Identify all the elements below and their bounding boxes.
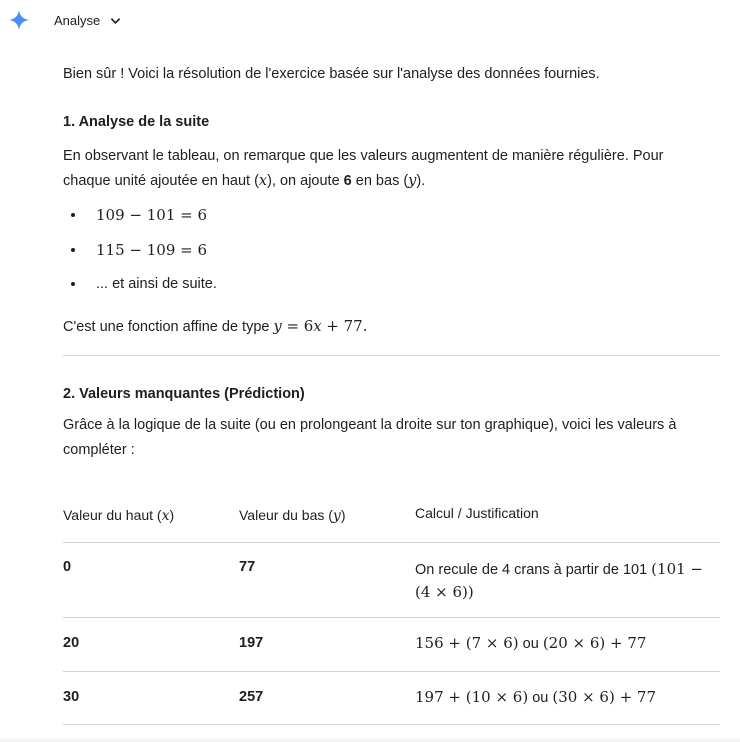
analysis-toggle[interactable] [54,13,121,28]
list-item: ... et ainsi de suite. [71,273,217,295]
table-divider [63,542,720,543]
section-1-title: 1. Analyse de la suite [63,114,210,130]
table-header-calc: Calcul / Justification [415,505,539,521]
scroll-edge [0,736,740,742]
function-conclusion: C'est une fonction affine de type y = 6x + 77. [63,317,368,335]
analysis-label: Analyse [54,13,101,28]
table-header-y: Valeur du bas (y) [239,507,346,524]
section-divider [63,355,720,356]
table-header-x: Valeur du haut (x) [63,507,175,524]
intro-text: Bien sûr ! Voici la résolution de l'exercice basée sur l'analyse des données fournies. [63,66,600,82]
section-1-paragraph: En observant le tableau, on remarque que les valeurs augmentent de manière régulière. Pour chaque unité ajoutée en haut (x), on ajoute 6 en bas (y). [63,148,664,189]
section-2-paragraph: Grâce à la logique de la suite (ou en prolongeant la droite sur ton graphique), voici les valeurs à compléter : [63,417,677,458]
sparkle-logo-icon [8,9,30,31]
section-2-title: 2. Valeurs manquantes (Prédiction) [63,386,305,402]
list-item: 109 − 101 = 6 [71,204,207,226]
table-divider [63,724,720,725]
table-divider [63,671,720,672]
chevron-down-icon [110,17,121,25]
list-item: 115 − 109 = 6 [71,239,207,261]
table-divider [63,617,720,618]
